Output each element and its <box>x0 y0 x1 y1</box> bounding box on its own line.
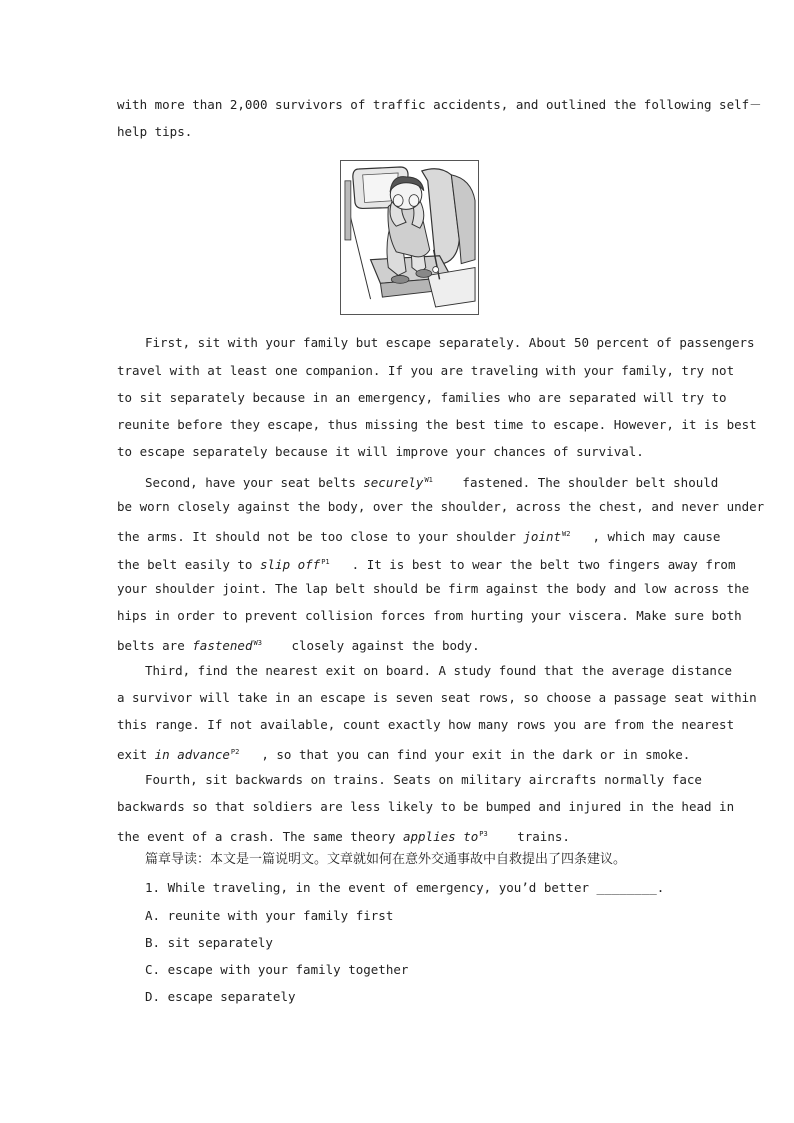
glossed-word: joint <box>523 529 562 544</box>
text-segment: the belt easily to <box>117 557 260 572</box>
text-segment: . It is best to wear the belt two fingers away from <box>351 557 736 572</box>
option-c[interactable]: C. escape with your family together <box>145 962 409 977</box>
intro-line-1: with more than 2,000 survivors of traffic accidents, and outlined the following self－ <box>117 97 762 112</box>
text-segment: belts are <box>117 638 193 653</box>
p1-line-1: First, sit with your family but escape separately. About 50 percent of passengers <box>145 335 755 350</box>
p1-line-2: travel with at least one companion. If you are traveling with your family, try not <box>117 363 735 378</box>
glossed-word: slip off <box>260 557 321 572</box>
p4-line-1: Fourth, sit backwards on trains. Seats on military aircrafts normally face <box>145 772 702 787</box>
glossed-word: applies to <box>402 829 479 844</box>
p3-line-4 <box>117 745 691 762</box>
p2-line-7 <box>117 636 677 653</box>
text-segment: , which may cause <box>592 529 721 544</box>
p2-line-3 <box>117 527 721 544</box>
text-segment: the arms. It should not be too close to your shoulder <box>117 529 524 544</box>
p1-line-5: to escape separately because it will improve your chances of survival. <box>117 444 644 459</box>
text-segment: exit <box>117 747 155 762</box>
gloss-marker: P2 <box>230 748 240 756</box>
passage-guide: 篇章导读：本文是一篇说明文。文章就如何在意外交通事故中自救提出了四条建议。 <box>145 852 627 867</box>
text-segment: fastened. The shoulder belt should <box>454 475 719 490</box>
glossed-word: securely <box>363 475 424 490</box>
p3-line-1: Third, find the nearest exit on board. A study found that the average distance <box>145 663 732 678</box>
p1-line-4: reunite before they escape, thus missing the best time to escape. However, it is best <box>117 417 757 432</box>
p2-line-5: your shoulder joint. The lap belt should be firm against the body and low across the <box>117 581 750 596</box>
glossed-word: in advance <box>154 747 230 762</box>
gloss-marker: W2 <box>562 530 571 538</box>
illustration-passenger-brace-position <box>340 160 479 315</box>
option-b[interactable]: B. sit separately <box>145 935 273 950</box>
question-stem: 1. While traveling, in the event of emergency, you’d better ________. <box>145 880 665 895</box>
glossed-word: fastened <box>192 638 253 653</box>
gloss-marker: W1 <box>424 476 433 484</box>
text-segment: , so that you can find your exit in the dark or in smoke. <box>261 747 691 762</box>
text-segment: the event of a crash. The same theory <box>117 829 403 844</box>
p2-line-4 <box>117 555 736 572</box>
intro-line-2: help tips. <box>117 124 193 139</box>
p2-line-6: hips in order to prevent collision forces from hurting your viscera. Make sure both <box>117 608 742 623</box>
option-d[interactable]: D. escape separately <box>145 989 296 1004</box>
text-segment: Second, have your seat belts <box>145 475 364 490</box>
gloss-marker: W3 <box>253 639 262 647</box>
text-segment: trains. <box>509 829 570 844</box>
p3-line-2: a survivor will take in an escape is seven seat rows, so choose a passage seat within <box>117 690 757 705</box>
gloss-marker: P3 <box>479 830 488 838</box>
gloss-marker: P1 <box>321 558 330 566</box>
option-a[interactable]: A. reunite with your family first <box>145 908 394 923</box>
passenger-illustration <box>341 161 478 314</box>
p3-line-3: this range. If not available, count exactly how many rows you are from the nearest <box>117 717 735 732</box>
p1-line-3: to sit separately because in an emergency, families who are separated will try to <box>117 390 727 405</box>
p4-line-2: backwards so that soldiers are less likely to be bumped and injured in the head in <box>117 799 735 814</box>
text-segment: closely against the body. <box>283 638 480 653</box>
p2-line-2: be worn closely against the body, over the shoulder, across the chest, and never under <box>117 499 765 514</box>
p4-line-3 <box>117 827 677 844</box>
p2-line-1 <box>145 473 719 490</box>
